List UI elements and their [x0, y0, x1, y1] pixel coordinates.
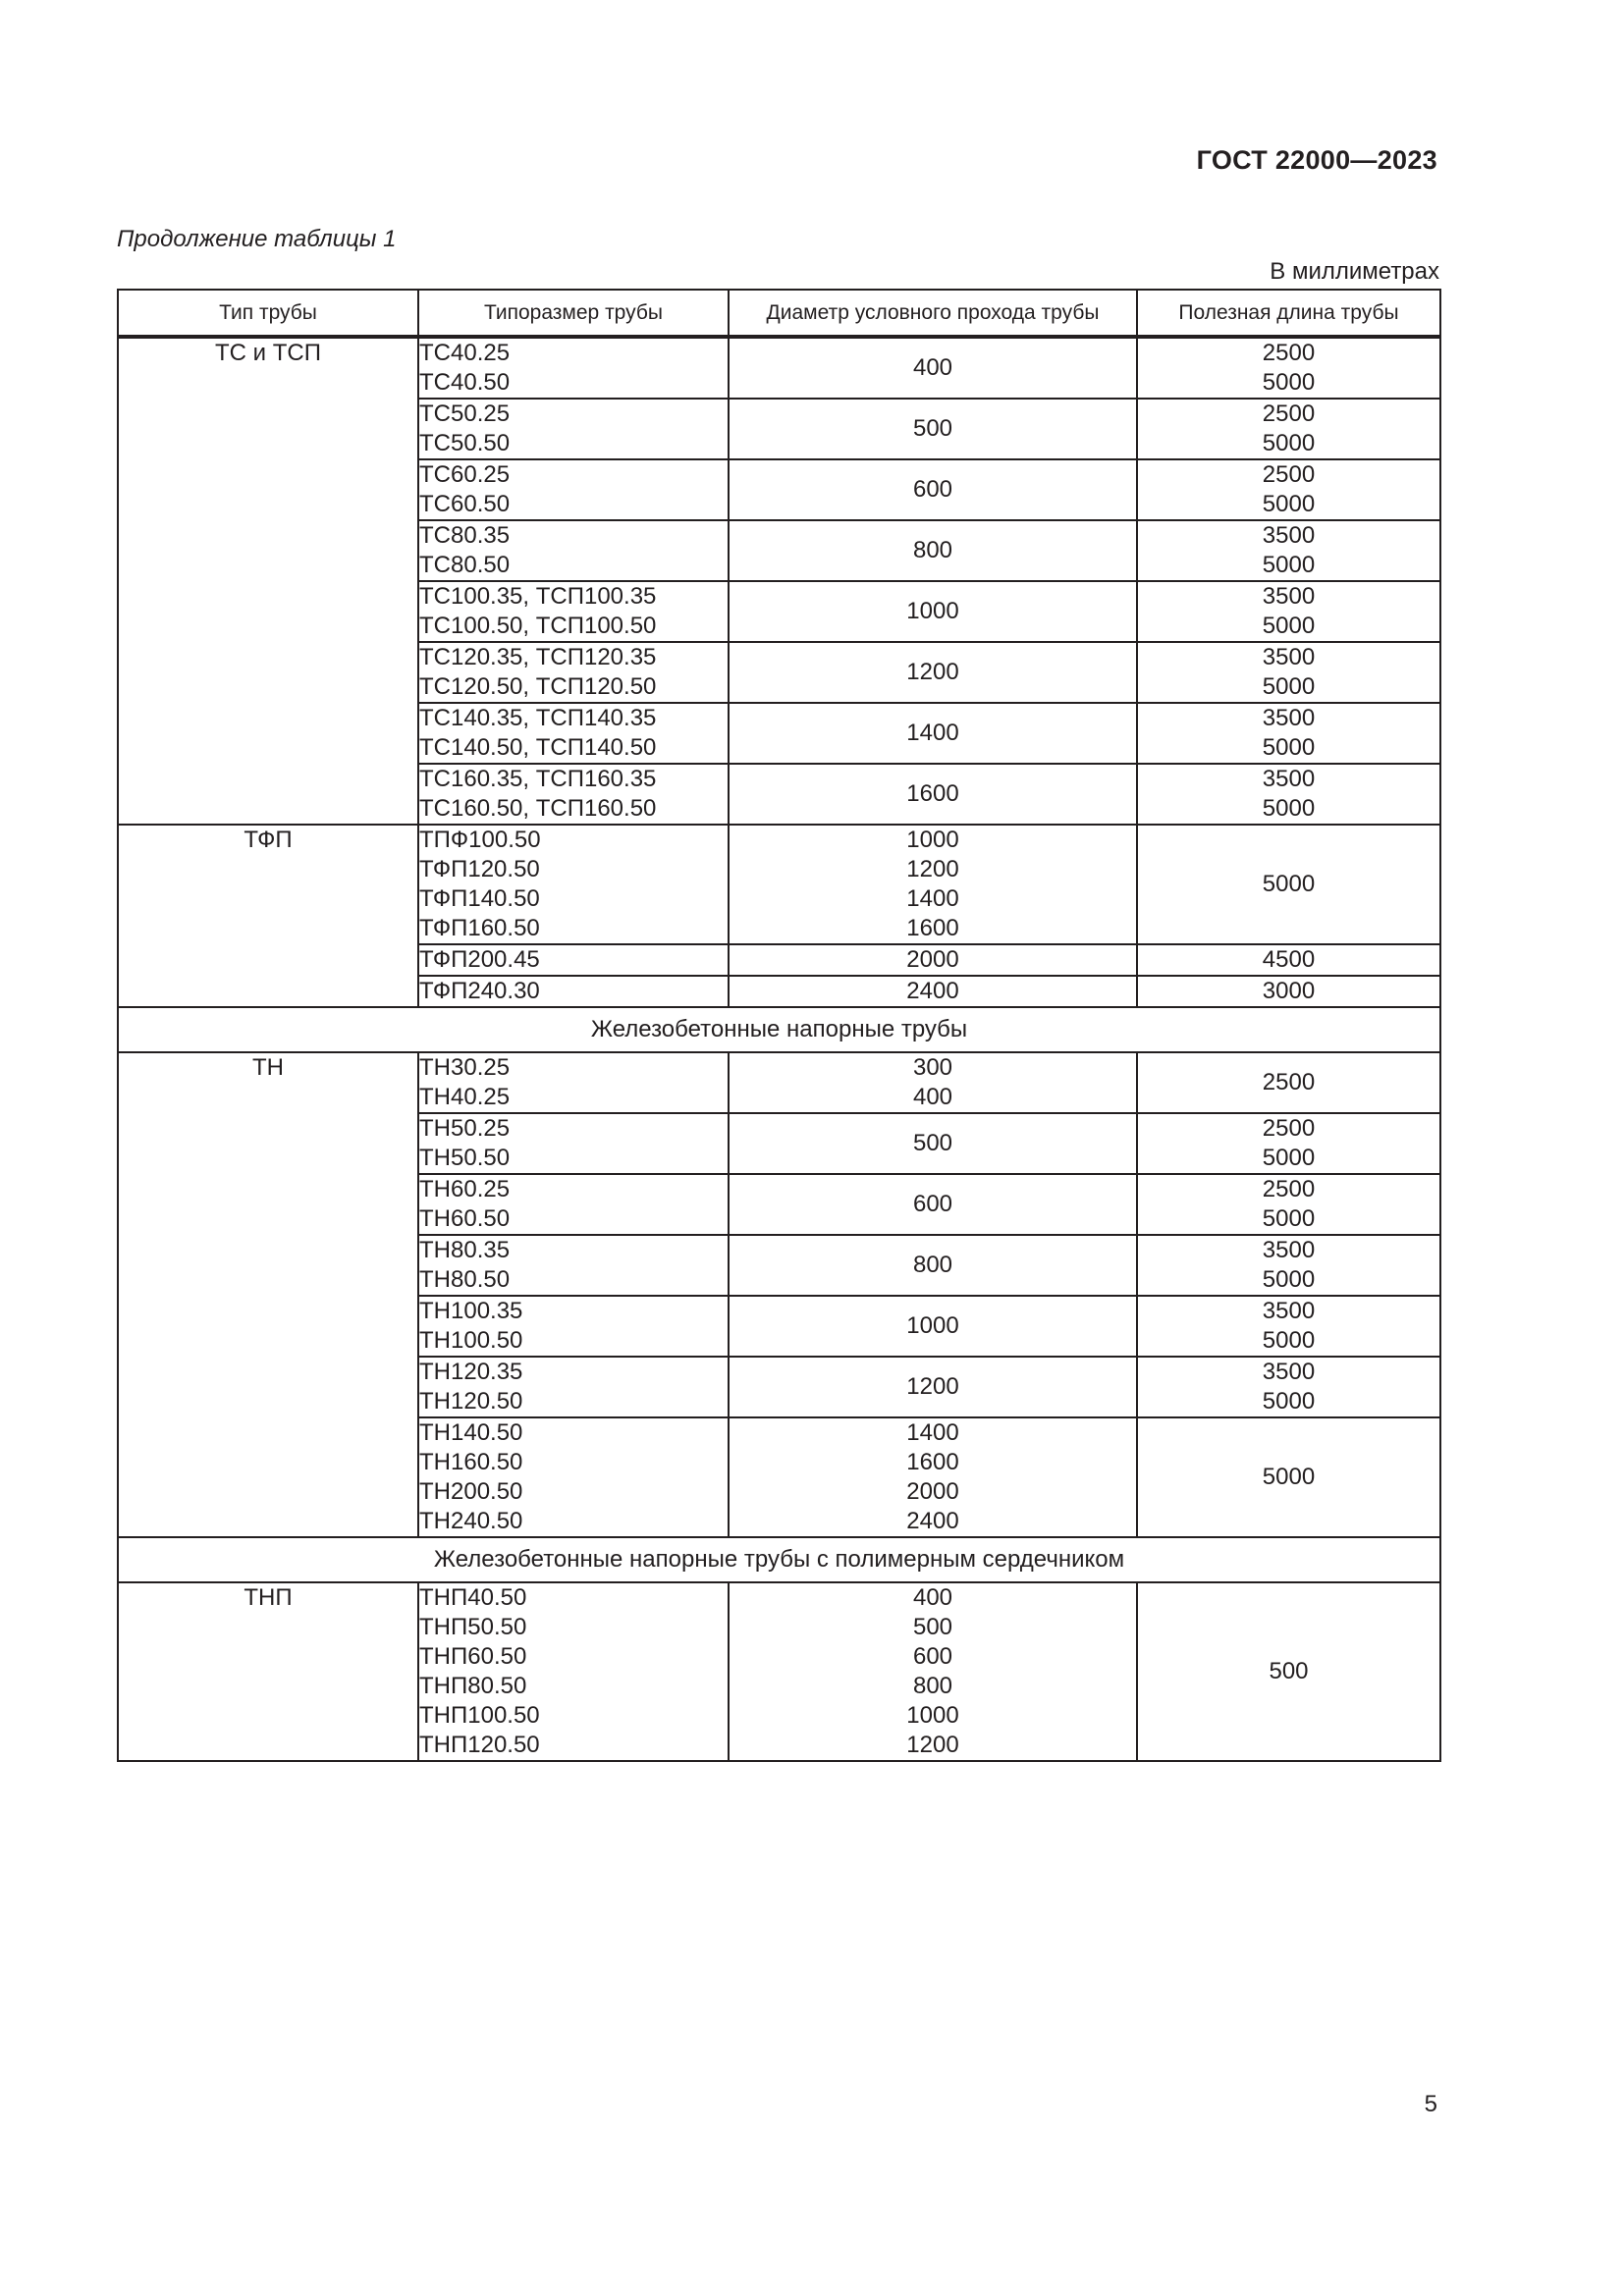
- pipe-size-value: ТС80.35: [419, 522, 511, 549]
- pipe-size-value: ТНП100.50: [419, 1702, 540, 1729]
- diameter-cell: [729, 1052, 1137, 1113]
- diameter-cell: [729, 764, 1137, 825]
- diameter-value: 1600: [906, 780, 959, 807]
- length-value: 3000: [1262, 978, 1316, 1004]
- diameter-value: 800: [912, 537, 953, 563]
- pipe-size-cell: [418, 337, 729, 399]
- pipe-size-cell: [418, 642, 729, 703]
- pipe-size-cell: [418, 976, 729, 1007]
- pipe-type-cell: ТС и ТСП: [118, 337, 418, 825]
- table-row: [118, 337, 1440, 399]
- diameter-cell: [729, 459, 1137, 520]
- pipe-size-value: ТНП80.50: [419, 1673, 527, 1699]
- diameter-cell: [729, 1174, 1137, 1235]
- table-continuation-caption: Продолжение таблицы 1: [117, 226, 397, 252]
- length-value: 5000: [1262, 369, 1316, 396]
- pipe-size-value: ТС120.50, ТСП120.50: [419, 673, 657, 700]
- pipe-size-value: ТНП40.50: [419, 1584, 527, 1611]
- pipe-size-cell: [418, 1417, 729, 1537]
- pipe-size-cell: [418, 1296, 729, 1357]
- pipe-size-value: ТНП60.50: [419, 1643, 527, 1670]
- document-code: ГОСТ 22000—2023: [1196, 145, 1437, 175]
- length-cell: [1137, 399, 1440, 459]
- diameter-value: 1200: [906, 659, 959, 685]
- diameter-value: 400: [912, 1084, 953, 1110]
- length-cell: [1137, 944, 1440, 976]
- diameter-cell: [729, 399, 1137, 459]
- length-value: 5000: [1262, 491, 1316, 517]
- length-value: 5000: [1262, 1266, 1316, 1293]
- length-value: 2500: [1262, 340, 1316, 366]
- length-value: 5000: [1262, 795, 1316, 822]
- pipe-type-cell: ТНП: [118, 1582, 418, 1761]
- pipe-size-value: ТС100.35, ТСП100.35: [419, 583, 657, 610]
- diameter-cell: [729, 976, 1137, 1007]
- length-value: 2500: [1262, 1115, 1316, 1142]
- length-cell: [1137, 1174, 1440, 1235]
- length-value: 5000: [1262, 1327, 1316, 1354]
- diameter-value: 400: [912, 1584, 953, 1611]
- diameter-value: 1000: [906, 1312, 959, 1339]
- diameter-value: 800: [912, 1673, 953, 1699]
- section-row: [118, 1007, 1440, 1052]
- units-note: В миллиметрах: [1270, 258, 1439, 285]
- pipe-size-value: ТФП120.50: [419, 856, 540, 882]
- pipe-size-value: ТС40.50: [419, 369, 511, 396]
- pipe-size-cell: [418, 825, 729, 944]
- pipe-size-value: ТН50.25: [419, 1115, 511, 1142]
- length-value: 3500: [1262, 644, 1316, 670]
- diameter-value: 500: [912, 1130, 953, 1156]
- length-value: 3500: [1262, 1237, 1316, 1263]
- length-cell: [1137, 1582, 1440, 1761]
- length-cell: [1137, 764, 1440, 825]
- table-row: [118, 825, 1440, 944]
- pipe-size-value: ТН100.50: [419, 1327, 523, 1354]
- column-header-type: Тип трубы: [118, 290, 418, 337]
- length-value: 3500: [1262, 1359, 1316, 1385]
- length-value: 5000: [1262, 430, 1316, 456]
- column-header-diameter: Диаметр условного прохода трубы: [729, 290, 1137, 337]
- table-header-row: [118, 290, 1440, 337]
- length-value: 5000: [1262, 871, 1316, 897]
- section-row: [118, 1537, 1440, 1582]
- length-cell: [1137, 520, 1440, 581]
- diameter-cell: [729, 1417, 1137, 1537]
- diameter-value: 300: [912, 1054, 953, 1081]
- pipe-size-cell: [418, 399, 729, 459]
- pipe-size-value: ТС40.25: [419, 340, 511, 366]
- pipe-size-cell: [418, 703, 729, 764]
- length-cell: [1137, 337, 1440, 399]
- diameter-value: 1400: [906, 1419, 959, 1446]
- diameter-cell: [729, 1296, 1137, 1357]
- length-cell: [1137, 459, 1440, 520]
- diameter-cell: [729, 825, 1137, 944]
- pipe-size-value: ТФП140.50: [419, 885, 540, 912]
- length-value: 4500: [1262, 946, 1316, 973]
- length-value: 2500: [1262, 461, 1316, 488]
- diameter-value: 500: [912, 415, 953, 442]
- length-value: 3500: [1262, 705, 1316, 731]
- pipe-size-cell: [418, 520, 729, 581]
- pipe-size-value: ТС60.25: [419, 461, 511, 488]
- section-title: Железобетонные напорные трубы с полимерным сердечником: [118, 1537, 1440, 1582]
- length-value: 3500: [1262, 522, 1316, 549]
- pipe-size-cell: [418, 1235, 729, 1296]
- pipe-size-value: ТНП120.50: [419, 1732, 540, 1758]
- pipe-size-cell: [418, 944, 729, 976]
- pipe-size-value: ТН140.50: [419, 1419, 523, 1446]
- diameter-value: 1200: [906, 1732, 959, 1758]
- diameter-cell: [729, 703, 1137, 764]
- diameter-cell: [729, 1113, 1137, 1174]
- diameter-value: 600: [912, 1191, 953, 1217]
- length-value: 5000: [1262, 1145, 1316, 1171]
- length-cell: [1137, 1052, 1440, 1113]
- table-body: [118, 337, 1440, 1761]
- length-cell: [1137, 825, 1440, 944]
- pipe-type-cell: ТН: [118, 1052, 418, 1537]
- pipe-sizes-table: [117, 289, 1441, 1762]
- pipe-size-value: ТФП160.50: [419, 915, 540, 941]
- length-value: 3500: [1262, 766, 1316, 792]
- pipe-size-value: ТН50.50: [419, 1145, 511, 1171]
- length-cell: [1137, 703, 1440, 764]
- pipe-size-value: ТС140.50, ТСП140.50: [419, 734, 657, 761]
- page-number: 5: [1424, 2091, 1437, 2117]
- length-value: 2500: [1262, 1069, 1316, 1095]
- pipe-size-value: ТН30.25: [419, 1054, 511, 1081]
- column-header-length: Полезная длина трубы: [1137, 290, 1440, 337]
- length-value: 3500: [1262, 1298, 1316, 1324]
- diameter-cell: [729, 581, 1137, 642]
- diameter-value: 500: [912, 1614, 953, 1640]
- length-cell: [1137, 1417, 1440, 1537]
- diameter-value: 2000: [906, 1478, 959, 1505]
- pipe-size-value: ТС160.35, ТСП160.35: [419, 766, 657, 792]
- length-value: 5000: [1262, 734, 1316, 761]
- diameter-cell: [729, 944, 1137, 976]
- diameter-value: 400: [912, 354, 953, 381]
- length-value: 2500: [1262, 400, 1316, 427]
- pipe-size-value: ТН80.50: [419, 1266, 511, 1293]
- column-header-size: Типоразмер трубы: [418, 290, 729, 337]
- pipe-size-value: ТН160.50: [419, 1449, 523, 1475]
- pipe-size-value: ТН240.50: [419, 1508, 523, 1534]
- pipe-size-cell: [418, 1357, 729, 1417]
- diameter-value: 1400: [906, 720, 959, 746]
- pipe-size-value: ТН100.35: [419, 1298, 523, 1324]
- length-value: 2500: [1262, 1176, 1316, 1202]
- diameter-cell: [729, 520, 1137, 581]
- pipe-size-value: ТН60.50: [419, 1205, 511, 1232]
- diameter-cell: [729, 1582, 1137, 1761]
- pipe-size-cell: [418, 459, 729, 520]
- diameter-value: 800: [912, 1252, 953, 1278]
- pipe-size-cell: [418, 764, 729, 825]
- pipe-size-value: ТС50.25: [419, 400, 511, 427]
- pipe-size-value: ТН120.35: [419, 1359, 523, 1385]
- diameter-value: 1600: [906, 1449, 959, 1475]
- diameter-value: 2400: [906, 978, 959, 1004]
- section-title: Железобетонные напорные трубы: [118, 1007, 1440, 1052]
- diameter-value: 1000: [906, 827, 959, 853]
- diameter-value: 2000: [906, 946, 959, 973]
- diameter-value: 600: [912, 1643, 953, 1670]
- length-value: 5000: [1262, 613, 1316, 639]
- pipe-size-value: ТН80.35: [419, 1237, 511, 1263]
- diameter-cell: [729, 1235, 1137, 1296]
- length-cell: [1137, 1296, 1440, 1357]
- diameter-value: 1200: [906, 856, 959, 882]
- length-value: 3500: [1262, 583, 1316, 610]
- pipe-size-value: ТС100.50, ТСП100.50: [419, 613, 657, 639]
- length-cell: [1137, 1113, 1440, 1174]
- pipe-size-value: ТН60.25: [419, 1176, 511, 1202]
- pipe-size-cell: [418, 1113, 729, 1174]
- length-value: 5000: [1262, 1388, 1316, 1415]
- pipe-size-value: ТФП240.30: [419, 978, 540, 1004]
- diameter-value: 1000: [906, 598, 959, 624]
- pipe-size-cell: [418, 1582, 729, 1761]
- length-cell: [1137, 642, 1440, 703]
- length-value: 500: [1269, 1658, 1309, 1684]
- length-cell: [1137, 1235, 1440, 1296]
- diameter-cell: [729, 337, 1137, 399]
- length-value: 5000: [1262, 1464, 1316, 1490]
- pipe-size-value: ТН120.50: [419, 1388, 523, 1415]
- pipe-size-cell: [418, 581, 729, 642]
- diameter-cell: [729, 1357, 1137, 1417]
- diameter-cell: [729, 642, 1137, 703]
- table-row: [118, 1582, 1440, 1761]
- pipe-size-value: ТПФ100.50: [419, 827, 541, 853]
- pipe-size-cell: [418, 1052, 729, 1113]
- length-cell: [1137, 1357, 1440, 1417]
- table-row: [118, 1052, 1440, 1113]
- length-value: 5000: [1262, 673, 1316, 700]
- diameter-value: 600: [912, 476, 953, 503]
- pipe-size-value: ТНП50.50: [419, 1614, 527, 1640]
- pipe-size-value: ТС140.35, ТСП140.35: [419, 705, 657, 731]
- length-cell: [1137, 976, 1440, 1007]
- pipe-size-value: ТС50.50: [419, 430, 511, 456]
- pipe-size-cell: [418, 1174, 729, 1235]
- pipe-size-value: ТС120.35, ТСП120.35: [419, 644, 657, 670]
- diameter-value: 1400: [906, 885, 959, 912]
- pipe-type-cell: ТФП: [118, 825, 418, 1007]
- pipe-size-value: ТН200.50: [419, 1478, 523, 1505]
- length-value: 5000: [1262, 1205, 1316, 1232]
- pipe-size-value: ТН40.25: [419, 1084, 511, 1110]
- pipe-size-value: ТС60.50: [419, 491, 511, 517]
- length-cell: [1137, 581, 1440, 642]
- diameter-value: 1200: [906, 1373, 959, 1400]
- pipe-size-value: ТС160.50, ТСП160.50: [419, 795, 657, 822]
- pipe-size-value: ТФП200.45: [419, 946, 540, 973]
- diameter-value: 1000: [906, 1702, 959, 1729]
- diameter-value: 1600: [906, 915, 959, 941]
- length-value: 5000: [1262, 552, 1316, 578]
- diameter-value: 2400: [906, 1508, 959, 1534]
- pipe-size-value: ТС80.50: [419, 552, 511, 578]
